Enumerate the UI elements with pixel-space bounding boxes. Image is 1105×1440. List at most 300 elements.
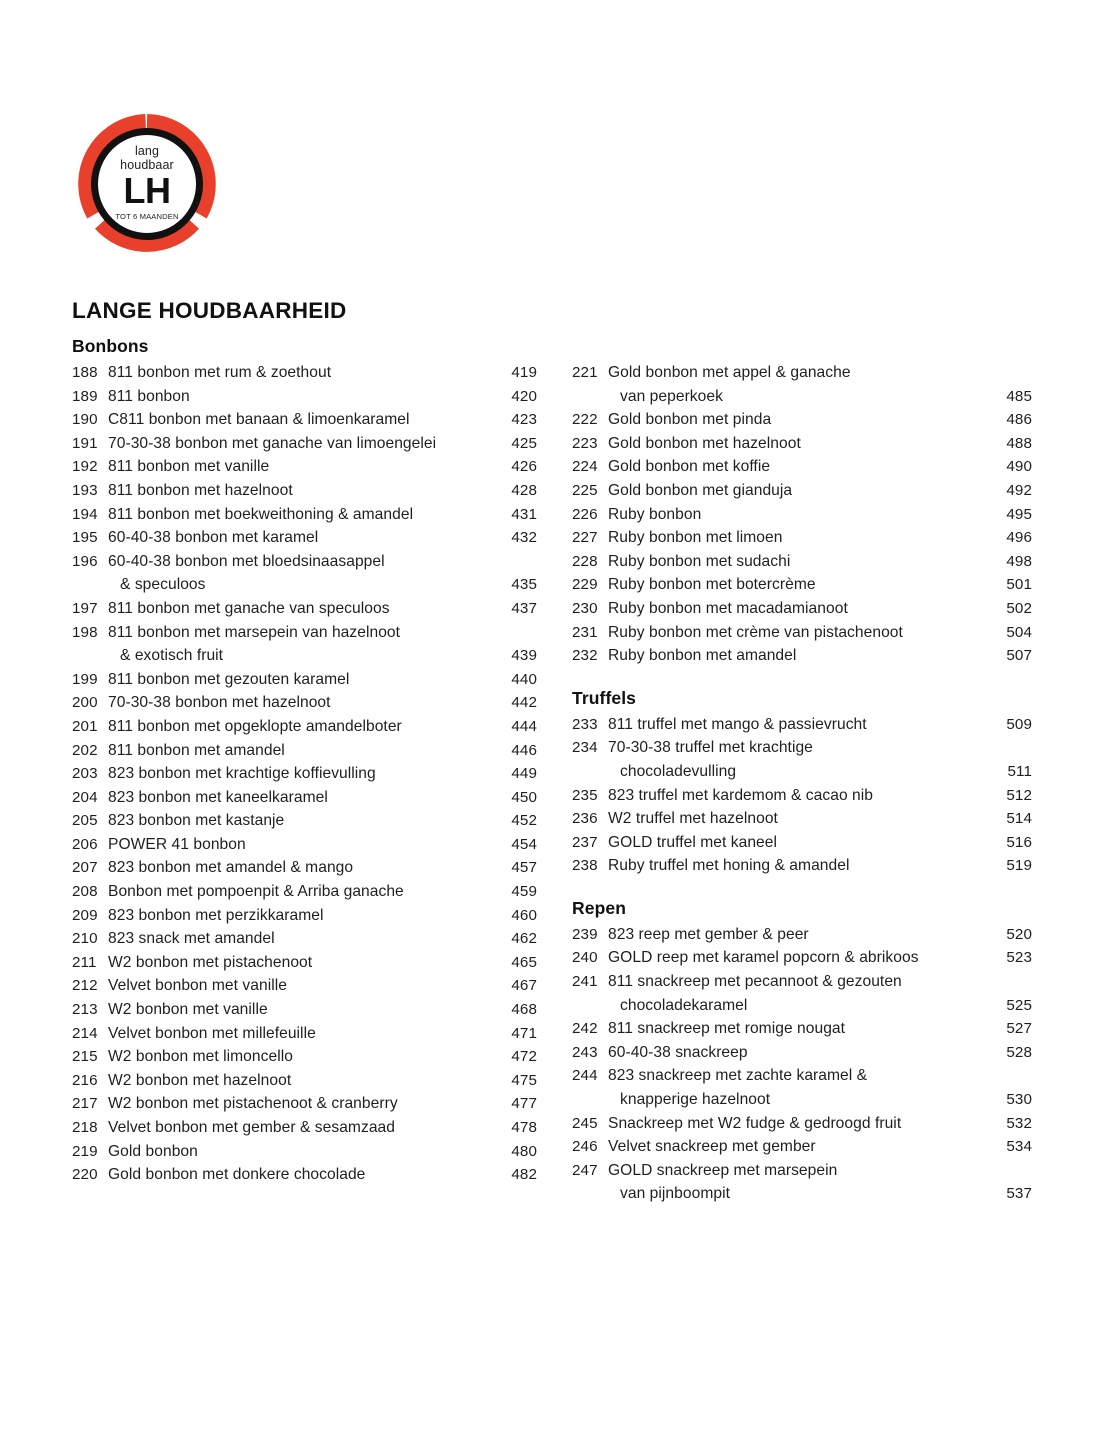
toc-entry-row[interactable]	[72, 1116, 537, 1140]
entry-title: W2 bonbon met pistachenoot	[108, 953, 313, 971]
entry-title: Ruby bonbon met macadamianoot	[608, 599, 848, 617]
toc-entry[interactable]	[72, 1140, 537, 1164]
entry-title: 811 bonbon met vanille	[108, 458, 270, 476]
toc-entry[interactable]	[72, 668, 537, 692]
entry-title: Snackreep met W2 fudge & gedroogd fruit	[608, 1114, 902, 1132]
toc-entry-list	[572, 361, 1032, 668]
entry-page-number: 501	[1006, 576, 1032, 594]
entry-number: 225	[572, 481, 598, 499]
lange-houdbaarheid-logo	[76, 113, 218, 255]
toc-entry-row[interactable]	[572, 432, 1032, 456]
toc-entry[interactable]	[72, 361, 537, 385]
toc-entry[interactable]	[72, 550, 537, 597]
entry-title: W2 truffel met hazelnoot	[608, 810, 778, 828]
entry-title: Gold bonbon met appel & ganache	[608, 364, 851, 381]
toc-entry-row[interactable]	[572, 1159, 1032, 1183]
toc-entry-row[interactable]	[72, 739, 537, 763]
entry-number: 216	[72, 1071, 98, 1089]
entry-number: 188	[72, 364, 98, 381]
toc-entry-row[interactable]	[72, 1163, 537, 1187]
toc-entry-row[interactable]	[572, 1041, 1032, 1065]
entry-page-number: 485	[1006, 387, 1032, 405]
toc-entry[interactable]	[72, 1116, 537, 1140]
entry-number: 217	[72, 1095, 98, 1113]
toc-entry[interactable]	[572, 550, 1032, 574]
entry-title: 70-30-38 bonbon met hazelnoot	[108, 694, 331, 712]
toc-entry[interactable]	[572, 644, 1032, 668]
entry-page-number: 509	[1006, 715, 1032, 733]
toc-entry[interactable]	[572, 479, 1032, 503]
toc-entry-continuation[interactable]	[572, 1182, 1032, 1206]
toc-entry[interactable]	[72, 455, 537, 479]
entry-page-number: 478	[511, 1119, 537, 1136]
toc-entry-row[interactable]	[572, 526, 1032, 550]
section-heading: Repen	[572, 897, 626, 918]
entry-title: 811 bonbon met ganache van speculoos	[108, 599, 390, 617]
entry-number: 241	[572, 973, 598, 991]
entry-number: 201	[72, 717, 98, 735]
entry-title: 70-30-38 bonbon met ganache van limoengelei	[108, 434, 437, 452]
entry-title: 823 bonbon met kastanje	[108, 812, 285, 830]
toc-entry-continuation[interactable]	[572, 994, 1032, 1018]
toc-entry[interactable]	[572, 503, 1032, 527]
entry-title-continued: van peperkoek	[620, 387, 723, 405]
toc-entry-list	[572, 923, 1032, 1206]
entry-page-number: 471	[511, 1024, 537, 1042]
toc-entry-row[interactable]	[72, 597, 537, 621]
entry-page-number: 537	[1006, 1185, 1032, 1203]
toc-entry-row[interactable]	[572, 854, 1032, 878]
entry-page-number: 437	[511, 599, 537, 617]
toc-entry-row[interactable]	[72, 833, 537, 857]
entry-title: 60-40-38 bonbon met karamel	[108, 529, 319, 547]
entry-page-number: 496	[1006, 529, 1032, 547]
entry-title: Ruby bonbon met botercrème	[608, 576, 816, 594]
entry-page-number: 432	[511, 529, 537, 547]
entry-title: 823 reep met gember & peer	[608, 925, 809, 943]
entry-title: 823 bonbon met krachtige koffievulling	[108, 765, 376, 783]
toc-entry[interactable]	[572, 854, 1032, 878]
entry-number: 203	[72, 765, 98, 783]
entry-title: 811 truffel met mango & passievrucht	[608, 715, 867, 733]
entry-number: 220	[72, 1166, 98, 1184]
toc-entry[interactable]	[72, 762, 537, 786]
toc-entry-row[interactable]	[72, 503, 537, 527]
toc-entry[interactable]	[572, 923, 1032, 947]
entry-page-number: 480	[511, 1142, 537, 1160]
toc-entry-row[interactable]	[72, 1069, 537, 1093]
toc-entry-row[interactable]	[572, 736, 1032, 760]
entry-title: Gold bonbon met koffie	[608, 458, 771, 476]
entry-title: Gold bonbon met hazelnoot	[608, 434, 801, 452]
entry-title: GOLD truffel met kaneel	[608, 833, 778, 851]
entry-title: 811 snackreep met pecannoot & gezouten	[608, 973, 902, 991]
entry-title-continued: knapperige hazelnoot	[620, 1091, 771, 1109]
toc-entry-row[interactable]	[72, 715, 537, 739]
entry-number: 240	[572, 949, 598, 967]
entry-page-number: 468	[511, 1001, 537, 1019]
toc-entry[interactable]	[72, 809, 537, 833]
toc-entry[interactable]	[572, 946, 1032, 970]
entry-number: 230	[572, 599, 598, 617]
toc-entry-row[interactable]	[572, 455, 1032, 479]
toc-entry-row[interactable]	[72, 1045, 537, 1069]
entry-number: 192	[72, 458, 98, 476]
toc-entry[interactable]	[572, 970, 1032, 1017]
entry-title: 811 bonbon met gezouten karamel	[108, 670, 350, 688]
entry-page-number: 490	[1006, 458, 1032, 476]
entry-title: 811 bonbon met boekweithoning & amandel	[108, 505, 414, 523]
entry-page-number: 460	[511, 906, 537, 924]
entry-page-number: 519	[1006, 857, 1032, 875]
entry-number: 189	[72, 387, 98, 405]
entry-title: Ruby bonbon met amandel	[608, 647, 797, 665]
entry-title: POWER 41 bonbon	[108, 835, 246, 853]
entry-title: 811 bonbon met marsepein van hazelnoot	[108, 623, 401, 641]
toc-entry[interactable]	[572, 1112, 1032, 1136]
entry-title: Velvet bonbon met gember & sesamzaad	[108, 1119, 395, 1136]
toc-entry[interactable]	[72, 786, 537, 810]
entry-page-number: 495	[1006, 505, 1032, 523]
entry-page-number: 419	[511, 364, 537, 381]
entry-page-number: 475	[511, 1071, 537, 1089]
entry-title: 811 bonbon	[108, 387, 190, 405]
toc-entry[interactable]	[72, 1092, 537, 1116]
section-heading: Bonbons	[72, 336, 149, 356]
toc-entry-row[interactable]	[72, 385, 537, 409]
toc-entry[interactable]	[572, 455, 1032, 479]
entry-number: 200	[72, 694, 98, 712]
entry-number: 244	[572, 1067, 598, 1085]
toc-entry[interactable]	[572, 713, 1032, 737]
entry-number: 228	[572, 552, 598, 570]
entry-page-number: 459	[511, 883, 537, 901]
entry-number: 223	[572, 434, 598, 452]
toc-entry-row[interactable]	[572, 408, 1032, 432]
entry-title: 811 bonbon met hazelnoot	[108, 481, 293, 499]
toc-entry-row[interactable]	[72, 880, 537, 904]
entry-title: Ruby bonbon met crème van pistachenoot	[608, 623, 903, 641]
toc-entry-row[interactable]	[72, 408, 537, 432]
toc-entry[interactable]	[72, 1045, 537, 1069]
entry-page-number: 516	[1006, 833, 1032, 851]
entry-number: 193	[72, 481, 98, 499]
entry-title: GOLD snackreep met marsepein	[608, 1161, 838, 1179]
toc-entry-row[interactable]	[72, 762, 537, 786]
toc-entry-row[interactable]	[572, 831, 1032, 855]
toc-entry-row[interactable]	[72, 998, 537, 1022]
entry-title-continued: van pijnboompit	[620, 1185, 730, 1203]
toc-entry[interactable]	[572, 526, 1032, 550]
toc-entry-row[interactable]	[72, 691, 537, 715]
entry-number: 222	[572, 411, 598, 429]
toc-entry-row[interactable]	[72, 455, 537, 479]
toc-entry[interactable]	[72, 951, 537, 975]
toc-entry-row[interactable]	[72, 974, 537, 998]
entry-number: 221	[572, 364, 598, 381]
entry-title: Gold bonbon	[108, 1142, 198, 1160]
toc-entry[interactable]	[572, 432, 1032, 456]
entry-page-number: 527	[1006, 1020, 1032, 1038]
entry-number: 191	[72, 434, 98, 452]
page-title: LANGE HOUDBAARHEID	[72, 298, 347, 324]
entry-number: 198	[72, 623, 98, 641]
entry-page-number: 440	[511, 670, 537, 688]
toc-entry[interactable]	[572, 831, 1032, 855]
toc-entry-row[interactable]	[572, 479, 1032, 503]
toc-entry[interactable]	[72, 385, 537, 409]
entry-title: Velvet snackreep met gember	[608, 1138, 816, 1156]
toc-entry[interactable]	[72, 432, 537, 456]
entry-title-continued: & speculoos	[120, 576, 206, 594]
entry-page-number: 502	[1006, 599, 1032, 617]
toc-entry-row[interactable]	[572, 1112, 1032, 1136]
entry-title: Ruby bonbon met sudachi	[608, 552, 791, 570]
toc-entry[interactable]	[72, 1163, 537, 1187]
entry-title: Gold bonbon met donkere chocolade	[108, 1166, 366, 1184]
toc-entry[interactable]	[72, 621, 537, 668]
toc-entry-continuation[interactable]	[572, 1088, 1032, 1112]
toc-entry-row[interactable]	[572, 621, 1032, 645]
toc-entry-row[interactable]	[72, 526, 537, 550]
entry-title: Ruby bonbon met limoen	[608, 529, 783, 547]
toc-entry-row[interactable]	[72, 809, 537, 833]
entry-number: 226	[572, 505, 598, 523]
entry-page-number: 450	[511, 788, 537, 806]
entry-title: 823 bonbon met amandel & mango	[108, 859, 354, 877]
entry-page-number: 532	[1006, 1114, 1032, 1132]
entry-title: 811 bonbon met rum & zoethout	[108, 364, 332, 381]
toc-entry-row[interactable]	[572, 573, 1032, 597]
entry-title: 70-30-38 truffel met krachtige	[608, 739, 813, 757]
toc-entry-row[interactable]	[72, 621, 537, 645]
entry-number: 209	[72, 906, 98, 924]
toc-entry-continuation[interactable]	[72, 644, 537, 668]
toc-entry-row[interactable]	[72, 1140, 537, 1164]
toc-entry[interactable]	[572, 1017, 1032, 1041]
toc-entry[interactable]	[572, 784, 1032, 808]
entry-number: 247	[572, 1161, 598, 1179]
entry-page-number: 525	[1006, 996, 1032, 1014]
toc-entry-row[interactable]	[572, 946, 1032, 970]
toc-entry-row[interactable]	[72, 927, 537, 951]
toc-entry-row[interactable]	[72, 432, 537, 456]
entry-page-number: 425	[511, 434, 537, 452]
entry-number: 237	[572, 833, 598, 851]
entry-number: 232	[572, 647, 598, 665]
toc-entry-row[interactable]	[572, 503, 1032, 527]
entry-title: 811 bonbon met opgeklopte amandelboter	[108, 717, 402, 735]
toc-entry[interactable]	[572, 573, 1032, 597]
toc-entry-row[interactable]	[572, 713, 1032, 737]
toc-entry-row[interactable]	[72, 668, 537, 692]
entry-number: 207	[72, 859, 98, 877]
entry-number: 235	[572, 786, 598, 804]
entry-page-number: 452	[511, 812, 537, 830]
toc-entry-row[interactable]	[72, 1022, 537, 1046]
entry-title: Gold bonbon met gianduja	[608, 481, 793, 499]
entry-number: 213	[72, 1001, 98, 1019]
entry-number: 212	[72, 977, 98, 995]
entry-number: 211	[72, 953, 97, 971]
toc-entry-row[interactable]	[572, 923, 1032, 947]
toc-entry-row[interactable]	[72, 361, 537, 385]
entry-title: 823 bonbon met perzikkaramel	[108, 906, 324, 924]
entry-number: 196	[72, 552, 98, 570]
entry-number: 208	[72, 883, 98, 901]
entry-page-number: 528	[1006, 1043, 1032, 1061]
toc-entry-row[interactable]	[572, 361, 1032, 385]
entry-page-number: 446	[511, 741, 537, 759]
toc-entry[interactable]	[72, 904, 537, 928]
toc-entry-row[interactable]	[72, 904, 537, 928]
toc-entry[interactable]	[72, 691, 537, 715]
toc-entry-row[interactable]	[572, 597, 1032, 621]
entry-number: 205	[72, 812, 98, 830]
entry-page-number: 511	[1007, 762, 1032, 780]
toc-entry[interactable]	[72, 856, 537, 880]
toc-entry-row[interactable]	[572, 970, 1032, 994]
toc-entry[interactable]	[72, 597, 537, 621]
entry-number: 245	[572, 1114, 598, 1132]
entry-page-number: 512	[1006, 786, 1032, 804]
entry-number: 239	[572, 925, 598, 943]
entry-title: 60-40-38 bonbon met bloedsinaasappel	[108, 552, 385, 570]
entry-number: 231	[572, 623, 598, 641]
toc-entry[interactable]	[72, 880, 537, 904]
entry-title-continued: chocoladevulling	[620, 762, 737, 780]
toc-entry[interactable]	[72, 998, 537, 1022]
toc-entry-row[interactable]	[572, 1017, 1032, 1041]
entry-title: 823 snackreep met zachte karamel &	[608, 1067, 868, 1085]
toc-entry-list	[72, 361, 537, 1187]
entry-number: 204	[72, 788, 98, 806]
entry-page-number: 457	[511, 859, 537, 877]
toc-entry[interactable]	[572, 361, 1032, 408]
entry-number: 202	[72, 741, 98, 759]
toc-entry-row[interactable]	[72, 786, 537, 810]
entry-page-number: 477	[511, 1095, 537, 1113]
toc-entry[interactable]	[72, 526, 537, 550]
entry-number: 233	[572, 715, 598, 733]
toc-entry-row[interactable]	[72, 951, 537, 975]
entry-page-number: 514	[1006, 810, 1032, 828]
toc-entry[interactable]	[72, 1022, 537, 1046]
toc-entry-row[interactable]	[572, 550, 1032, 574]
entry-title: W2 bonbon met hazelnoot	[108, 1071, 292, 1089]
toc-entry-row[interactable]	[72, 1092, 537, 1116]
entry-page-number: 504	[1006, 623, 1032, 641]
entry-number: 214	[72, 1024, 98, 1042]
toc-column-right	[572, 336, 1032, 1206]
section-heading: Truffels	[572, 687, 637, 708]
entry-number: 190	[72, 411, 98, 429]
toc-entry-row[interactable]	[572, 807, 1032, 831]
entry-title: W2 bonbon met limoncello	[108, 1048, 293, 1066]
entry-page-number: 420	[511, 387, 537, 405]
entry-page-number: 534	[1006, 1138, 1032, 1156]
toc-entry-row[interactable]	[572, 784, 1032, 808]
entry-page-number: 507	[1006, 647, 1032, 665]
entry-number: 242	[572, 1020, 598, 1038]
entry-number: 218	[72, 1119, 98, 1136]
entry-title: Ruby truffel met honing & amandel	[608, 857, 850, 875]
toc-entry[interactable]	[572, 1135, 1032, 1159]
toc-entry[interactable]	[72, 739, 537, 763]
toc-entry-row[interactable]	[72, 550, 537, 574]
toc-entry[interactable]	[572, 1041, 1032, 1065]
entry-page-number: 462	[511, 930, 537, 948]
entry-title: GOLD reep met karamel popcorn & abrikoos	[608, 949, 919, 967]
toc-entry-continuation[interactable]	[572, 385, 1032, 409]
entry-page-number: 435	[511, 576, 537, 594]
entry-title: 823 bonbon met kaneelkaramel	[108, 788, 328, 806]
entry-number: 227	[572, 529, 598, 547]
toc-entry-continuation[interactable]	[572, 760, 1032, 784]
toc-entry[interactable]	[572, 621, 1032, 645]
toc-entry-row[interactable]	[72, 479, 537, 503]
toc-entry-row[interactable]	[572, 644, 1032, 668]
entry-title: Ruby bonbon	[608, 505, 702, 523]
entry-page-number: 472	[511, 1048, 537, 1066]
toc-entry[interactable]	[72, 1069, 537, 1093]
entry-page-number: 423	[511, 411, 537, 429]
toc-entry[interactable]	[572, 408, 1032, 432]
entry-title: 823 snack met amandel	[108, 930, 275, 948]
entry-page-number: 426	[511, 458, 537, 476]
toc-entry[interactable]	[72, 408, 537, 432]
entry-title: W2 bonbon met vanille	[108, 1001, 268, 1019]
toc-entry-continuation[interactable]	[72, 573, 537, 597]
toc-entry[interactable]	[572, 597, 1032, 621]
entry-title: 823 truffel met kardemom & cacao nib	[608, 786, 874, 804]
entry-title: 811 bonbon met amandel	[108, 741, 285, 759]
entry-number: 224	[572, 458, 598, 476]
toc-entry-row[interactable]	[72, 856, 537, 880]
entry-number: 236	[572, 810, 598, 828]
entry-number: 199	[72, 670, 98, 688]
toc-entry[interactable]	[72, 974, 537, 998]
toc-entry[interactable]	[572, 1159, 1032, 1206]
logo-rings-icon	[76, 113, 218, 255]
entry-page-number: 442	[511, 694, 537, 712]
entry-title: W2 bonbon met pistachenoot & cranberry	[108, 1095, 398, 1113]
toc-entry[interactable]	[572, 807, 1032, 831]
toc-entry[interactable]	[572, 1064, 1032, 1111]
logo-subtitle: TOT 6 MAANDEN	[115, 212, 179, 222]
entry-number: 246	[572, 1138, 598, 1156]
toc-entry[interactable]	[572, 736, 1032, 783]
toc-entry[interactable]	[72, 503, 537, 527]
entry-page-number: 428	[511, 481, 537, 499]
logo-monogram: LH	[123, 170, 171, 212]
entry-page-number: 520	[1006, 925, 1032, 943]
entry-page-number: 439	[511, 647, 537, 665]
toc-entry[interactable]	[72, 833, 537, 857]
toc-entry[interactable]	[72, 479, 537, 503]
entry-title-continued: chocoladekaramel	[620, 996, 748, 1014]
entry-page-number: 454	[511, 835, 537, 853]
entry-title: Bonbon met pompoenpit & Arriba ganache	[108, 883, 404, 901]
toc-entry-list	[572, 713, 1032, 878]
toc-entry[interactable]	[72, 715, 537, 739]
entry-number: 238	[572, 857, 598, 875]
entry-title: Velvet bonbon met millefeuille	[108, 1024, 316, 1042]
entry-page-number: 523	[1006, 949, 1032, 967]
toc-entry-row[interactable]	[572, 1064, 1032, 1088]
toc-entry-row[interactable]	[572, 1135, 1032, 1159]
toc-entry[interactable]	[72, 927, 537, 951]
